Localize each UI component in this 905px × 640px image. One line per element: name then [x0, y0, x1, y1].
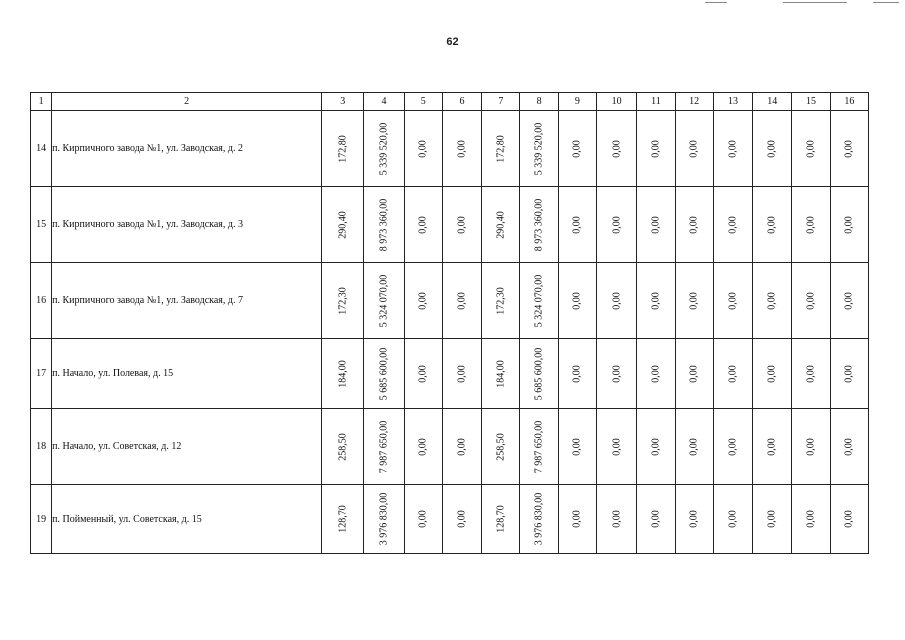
value-cell: 0,00	[792, 111, 830, 187]
value-cell: 0,00	[596, 263, 636, 339]
value-cell: 0,00	[637, 485, 675, 554]
area-cell: 184,00	[482, 339, 520, 409]
area-cell: 258,50	[482, 409, 520, 485]
row-number: 16	[31, 263, 52, 339]
value-cell: 0,00	[792, 409, 830, 485]
value-cell: 0,00	[442, 111, 481, 187]
amount-cell: 5 339 520,00	[520, 111, 558, 187]
value-cell: 0,00	[792, 485, 830, 554]
value-cell: 0,00	[558, 263, 596, 339]
column-header: 9	[558, 93, 596, 111]
column-header: 16	[830, 93, 868, 111]
amount-cell: 5 324 070,00	[520, 263, 558, 339]
area-cell: 184,00	[322, 339, 364, 409]
amount-cell: 8 973 360,00	[520, 187, 558, 263]
amount-cell: 7 987 650,00	[364, 409, 404, 485]
value-cell: 0,00	[558, 187, 596, 263]
row-number: 14	[31, 111, 52, 187]
header-row	[31, 93, 869, 111]
area-cell: 290,40	[482, 187, 520, 263]
column-header: 15	[792, 93, 830, 111]
column-header: 14	[753, 93, 792, 111]
column-header: 5	[404, 93, 442, 111]
value-cell: 0,00	[753, 339, 792, 409]
value-cell: 0,00	[442, 339, 481, 409]
address-cell: п. Начало, ул. Советская, д. 12	[52, 409, 322, 485]
value-cell: 0,00	[637, 263, 675, 339]
value-cell: 0,00	[558, 339, 596, 409]
value-cell: 0,00	[792, 187, 830, 263]
page-number: 62	[446, 36, 459, 48]
row-number: 18	[31, 409, 52, 485]
table-row	[31, 187, 869, 263]
value-cell: 0,00	[675, 485, 713, 554]
value-cell: 0,00	[675, 187, 713, 263]
area-cell: 258,50	[322, 409, 364, 485]
value-cell: 0,00	[558, 485, 596, 554]
scan-mark	[873, 2, 899, 3]
column-header: 2	[52, 93, 322, 111]
area-cell: 172,80	[482, 111, 520, 187]
area-cell: 128,70	[322, 485, 364, 554]
value-cell: 0,00	[442, 485, 481, 554]
value-cell: 0,00	[830, 409, 868, 485]
column-header: 11	[637, 93, 675, 111]
amount-cell: 8 973 360,00	[364, 187, 404, 263]
column-header: 1	[31, 93, 52, 111]
area-cell: 128,70	[482, 485, 520, 554]
value-cell: 0,00	[675, 111, 713, 187]
value-cell: 0,00	[442, 263, 481, 339]
table-row	[31, 485, 869, 554]
table-row	[31, 409, 869, 485]
table-row	[31, 339, 869, 409]
value-cell: 0,00	[404, 111, 442, 187]
table-row	[31, 111, 869, 187]
value-cell: 0,00	[404, 263, 442, 339]
address-cell: п. Кирпичного завода №1, ул. Заводская, д. 2	[52, 111, 322, 187]
column-header: 7	[482, 93, 520, 111]
scan-mark	[705, 2, 727, 3]
value-cell: 0,00	[404, 339, 442, 409]
amount-cell: 7 987 650,00	[520, 409, 558, 485]
value-cell: 0,00	[596, 187, 636, 263]
value-cell: 0,00	[753, 187, 792, 263]
value-cell: 0,00	[404, 187, 442, 263]
value-cell: 0,00	[713, 339, 752, 409]
address-cell: п. Начало, ул. Полевая, д. 15	[52, 339, 322, 409]
value-cell: 0,00	[596, 409, 636, 485]
value-cell: 0,00	[830, 111, 868, 187]
column-header: 10	[596, 93, 636, 111]
value-cell: 0,00	[830, 339, 868, 409]
value-cell: 0,00	[753, 409, 792, 485]
value-cell: 0,00	[713, 187, 752, 263]
value-cell: 0,00	[442, 409, 481, 485]
value-cell: 0,00	[442, 187, 481, 263]
value-cell: 0,00	[830, 485, 868, 554]
value-cell: 0,00	[596, 111, 636, 187]
value-cell: 0,00	[596, 485, 636, 554]
value-cell: 0,00	[675, 409, 713, 485]
area-cell: 290,40	[322, 187, 364, 263]
value-cell: 0,00	[675, 263, 713, 339]
amount-cell: 3 976 830,00	[364, 485, 404, 554]
value-cell: 0,00	[404, 409, 442, 485]
column-header: 12	[675, 93, 713, 111]
column-header: 13	[713, 93, 752, 111]
value-cell: 0,00	[713, 111, 752, 187]
amount-cell: 5 324 070,00	[364, 263, 404, 339]
value-cell: 0,00	[753, 263, 792, 339]
data-table	[30, 92, 869, 554]
amount-cell: 5 339 520,00	[364, 111, 404, 187]
area-cell: 172,30	[482, 263, 520, 339]
value-cell: 0,00	[713, 263, 752, 339]
column-header: 4	[364, 93, 404, 111]
value-cell: 0,00	[558, 111, 596, 187]
table-row	[31, 263, 869, 339]
amount-cell: 5 685 600,00	[364, 339, 404, 409]
value-cell: 0,00	[792, 263, 830, 339]
value-cell: 0,00	[830, 263, 868, 339]
value-cell: 0,00	[637, 111, 675, 187]
value-cell: 0,00	[637, 187, 675, 263]
area-cell: 172,30	[322, 263, 364, 339]
address-cell: п. Кирпичного завода №1, ул. Заводская, д. 7	[52, 263, 322, 339]
column-header: 8	[520, 93, 558, 111]
value-cell: 0,00	[637, 409, 675, 485]
address-cell: п. Пойменный, ул. Советская, д. 15	[52, 485, 322, 554]
value-cell: 0,00	[792, 339, 830, 409]
value-cell: 0,00	[558, 409, 596, 485]
amount-cell: 3 976 830,00	[520, 485, 558, 554]
amount-cell: 5 685 600,00	[520, 339, 558, 409]
column-header: 3	[322, 93, 364, 111]
row-number: 15	[31, 187, 52, 263]
value-cell: 0,00	[830, 187, 868, 263]
value-cell: 0,00	[713, 485, 752, 554]
value-cell: 0,00	[753, 111, 792, 187]
value-cell: 0,00	[637, 339, 675, 409]
row-number: 19	[31, 485, 52, 554]
address-cell: п. Кирпичного завода №1, ул. Заводская, д. 3	[52, 187, 322, 263]
value-cell: 0,00	[404, 485, 442, 554]
value-cell: 0,00	[713, 409, 752, 485]
scan-mark	[783, 2, 847, 3]
row-number: 17	[31, 339, 52, 409]
value-cell: 0,00	[596, 339, 636, 409]
value-cell: 0,00	[675, 339, 713, 409]
area-cell: 172,80	[322, 111, 364, 187]
column-header: 6	[442, 93, 481, 111]
value-cell: 0,00	[753, 485, 792, 554]
